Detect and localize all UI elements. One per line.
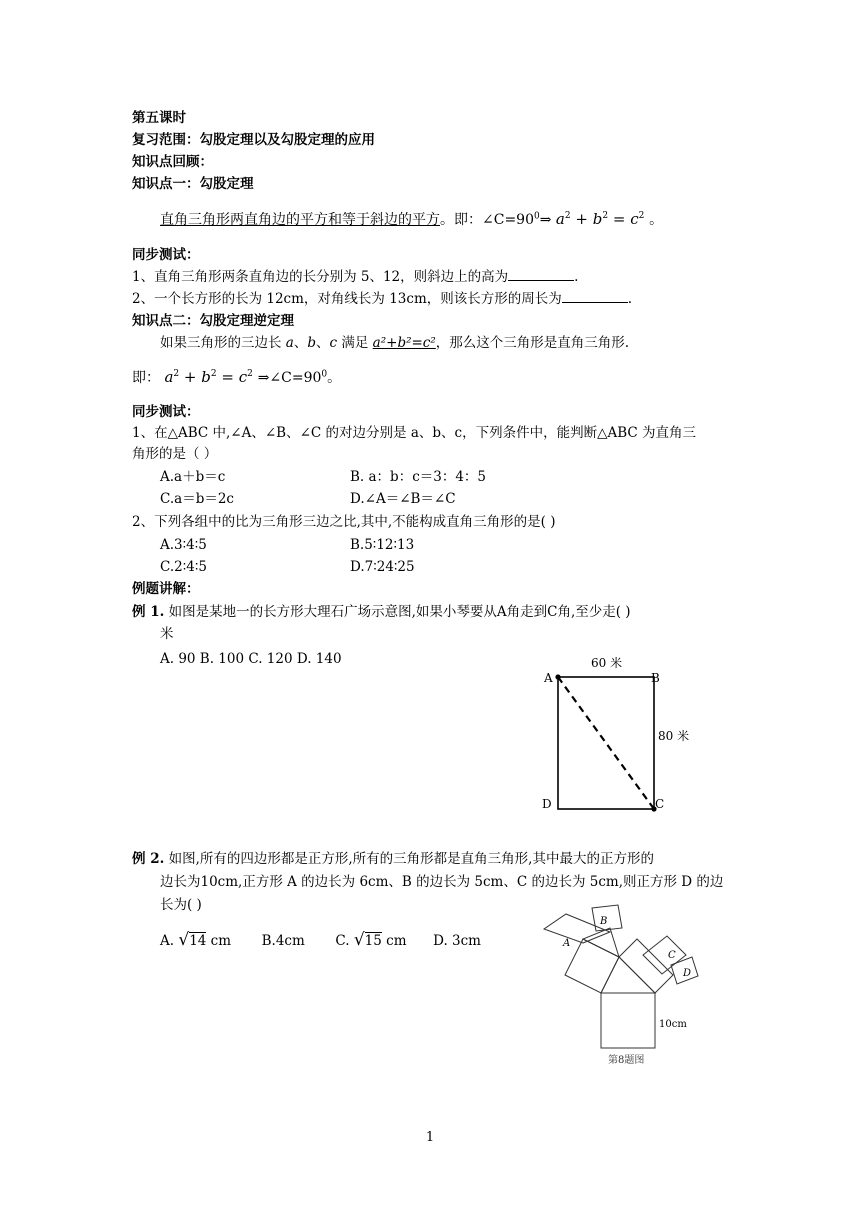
test1-heading: 同步测试： <box>132 247 200 263</box>
test1-q2: 2、一个长方形的长为 12cm，对角线长为 13cm，则该长方形的周长为 . <box>132 291 633 307</box>
test2-q1-option-c[interactable]: C.a＝b＝2c <box>160 491 234 507</box>
diagonal-path <box>558 677 654 809</box>
test2-q2-option-c[interactable]: C.2∶4∶5 <box>160 559 207 575</box>
test2-q1-option-b[interactable]: B. a：b：c＝3：4：5 <box>350 469 487 485</box>
ex2-option-d[interactable]: D. 3cm <box>433 933 481 949</box>
square-right <box>619 939 673 993</box>
square-a-label: A <box>563 938 571 949</box>
vertex-a-label: A <box>544 671 553 685</box>
square-b-label: B <box>600 916 608 927</box>
kp1-formula: $a^2 + b^2 = c^2$ <box>555 210 645 228</box>
review-scope: 复习范围：勾股定理以及勾股定理的应用 <box>132 132 375 148</box>
triangle-main <box>601 957 655 993</box>
kp1-statement-tail: 。即：∠C=90 <box>440 212 534 228</box>
ex1-line1: 例 1. 如图是某地一的长方形大理石广场示意图,如果小琴要从A角走到C角,至少走( ) <box>132 604 631 620</box>
ex2-option-b[interactable]: B.4cm <box>261 933 305 949</box>
kp1-heading: 知识点一：勾股定理 <box>132 176 254 192</box>
page-number: 1 <box>425 1130 435 1145</box>
kp2-formula: $a^2 + b^2 = c^2$ <box>164 368 253 386</box>
test2-heading: 同步测试： <box>132 404 200 420</box>
examples-heading: 例题讲解： <box>132 581 200 597</box>
figure-caption: 第8题图 <box>608 1055 645 1066</box>
test2-q2-option-a[interactable]: A.3∶4∶5 <box>160 537 207 553</box>
pythagorean-tree-figure <box>540 900 710 1070</box>
kp2-condition: a²+b²=c² <box>372 335 436 351</box>
test2-q1-line1: 1、在△ABC 中,∠A、∠B、∠C 的对边分别是 a、b、c，下列条件中，能判断△ABC 为直角三 <box>132 425 696 441</box>
kp1-statement-underlined: 直角三角形两直角边的平方和等于斜边的平方 <box>160 212 440 228</box>
ex2-option-a[interactable]: A. √14 cm <box>160 930 232 950</box>
test2-q1-line2: 角形的是（ ） <box>132 446 218 462</box>
ex2-line1: 例 2. 如图,所有的四边形都是正方形,所有的三角形都是直角三角形,其中最大的正方形的 <box>132 851 654 867</box>
test2-q1-option-d[interactable]: D.∠A＝∠B＝∠C <box>350 491 456 507</box>
square-d-label: D <box>683 968 692 979</box>
answer-blank[interactable] <box>508 268 574 281</box>
ex1-options[interactable]: A. 90 B. 100 C. 120 D. 140 <box>160 651 342 667</box>
ex2-line2: 边长为10cm,正方形 A 的边长为 6cm、B 的边长为 5cm、C 的边长为 5cm,则正方形 D 的边 <box>160 874 724 890</box>
top-side-label: 60 米 <box>591 656 623 670</box>
square-left <box>565 939 619 993</box>
square-c <box>643 936 686 974</box>
vertex-d-label: D <box>542 797 552 811</box>
knowledge-review-heading: 知识点回顾： <box>132 154 213 170</box>
ex2-line3: 长为( ) <box>160 897 202 913</box>
vertex-b-label: B <box>651 671 660 685</box>
kp2-ie: 即： $a^2 + b^2 = c^2$ $\Rightarrow\angle C=90^0$。 <box>132 368 342 386</box>
square-c-label: C <box>668 950 676 961</box>
triangle-left <box>583 928 619 957</box>
kp1-statement: 直角三角形两直角边的平方和等于斜边的平方。即：$\angle C=90^0\Rightarrow$ $a^2 + b^2 = c^2$ 。 <box>160 210 664 228</box>
ex2-option-c[interactable]: C. √15 cm <box>335 930 407 950</box>
kp1-degree: 0 <box>534 211 540 222</box>
answer-blank[interactable] <box>562 290 628 303</box>
ex2-options <box>160 931 481 950</box>
test2-q2: 2、下列各组中的比为三角形三边之比,其中,不能构成直角三角形的是( ) <box>132 514 556 530</box>
lesson-title: 第五课时 <box>132 110 186 126</box>
test1-q1: 1、直角三角形两条直角边的长分别为 5、12，则斜边上的高为 . <box>132 269 579 285</box>
test2-q1-option-a[interactable]: A.a＋b＝c <box>160 469 226 485</box>
point-a <box>555 674 560 679</box>
test2-q2-option-b[interactable]: B.5∶12∶13 <box>350 537 415 553</box>
kp1-arrow: ⇒ <box>539 212 552 228</box>
kp2-heading: 知识点二：勾股定理逆定理 <box>132 313 294 329</box>
rectangle-plaza-figure <box>535 650 700 815</box>
right-side-label: 80 米 <box>658 729 690 743</box>
test2-q2-option-d[interactable]: D.7∶24∶25 <box>350 559 415 575</box>
ex1-line2: 米 <box>160 626 174 642</box>
vertex-c-label: C <box>655 797 665 811</box>
square-largest <box>601 993 655 1048</box>
largest-square-side-label: 10cm <box>659 1019 687 1030</box>
kp2-statement: 如果三角形的三边长 a、b、c 满足 a²+b²=c²，那么这个三角形是直角三角形. <box>160 335 630 351</box>
